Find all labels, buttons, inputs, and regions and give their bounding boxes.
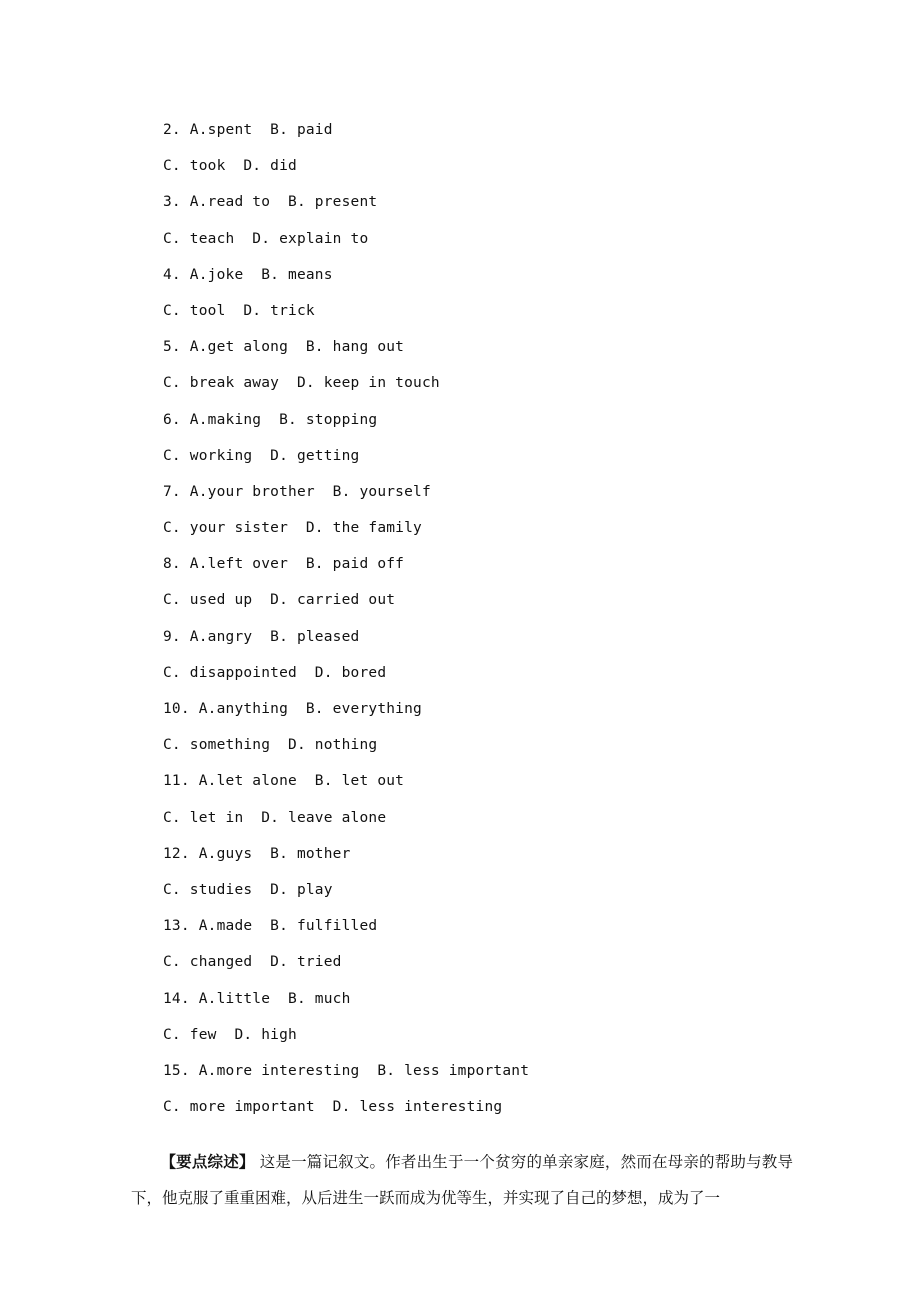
option-line: C. working D. getting xyxy=(163,447,360,464)
option-line: C. break away D. keep in touch xyxy=(163,375,440,392)
option-line: 13. A.made B. fulfilled xyxy=(163,918,378,935)
option-line: 15. A.more interesting B. less important xyxy=(163,1062,530,1079)
option-line: 12. A.guys B. mother xyxy=(163,845,351,862)
option-line: 6. A.making B. stopping xyxy=(163,411,378,428)
option-line: C. tool D. trick xyxy=(163,302,315,319)
option-line: 4. A.joke B. means xyxy=(163,266,333,283)
answer-options-list xyxy=(163,118,529,1131)
option-line: 2. A.spent B. paid xyxy=(163,122,333,138)
option-line: C. more important D. less interesting xyxy=(163,1099,503,1116)
option-line: C. few D. high xyxy=(163,1026,297,1043)
option-line: 14. A.little B. much xyxy=(163,990,351,1007)
summary-heading: 【要点综述】 xyxy=(160,1151,255,1171)
option-line: 5. A.get along B. hang out xyxy=(163,339,405,356)
option-line: C. changed D. tried xyxy=(163,954,342,971)
option-line: C. let in D. leave alone xyxy=(163,809,387,826)
option-line: C. something D. nothing xyxy=(163,737,378,754)
key-points-summary xyxy=(131,1144,793,1216)
option-line: 3. A.read to B. present xyxy=(163,194,378,211)
option-line: 10. A.anything B. everything xyxy=(163,701,422,717)
option-line: 11. A.let alone B. let out xyxy=(163,773,405,790)
option-line: 7. A.your brother B. yourself xyxy=(163,483,431,500)
option-line: 8. A.left over B. paid off xyxy=(163,556,405,573)
option-line: C. disappointed D. bored xyxy=(163,664,387,681)
option-line: C. your sister D. the family xyxy=(163,520,422,537)
option-line: 9. A.angry B. pleased xyxy=(163,628,360,645)
summary-text: 这是一篇记叙文。作者出生于一个贫穷的单亲家庭，然而在母亲的帮助与教导下，他克服了重重困难，从后进生一跃而成为优等生，并实现了自己的梦想，成为了一 xyxy=(131,1152,793,1207)
option-line: C. teach D. explain to xyxy=(163,230,369,247)
option-line: C. used up D. carried out xyxy=(163,592,396,609)
option-line: C. studies D. play xyxy=(163,881,333,898)
option-line: C. took D. did xyxy=(163,158,297,175)
